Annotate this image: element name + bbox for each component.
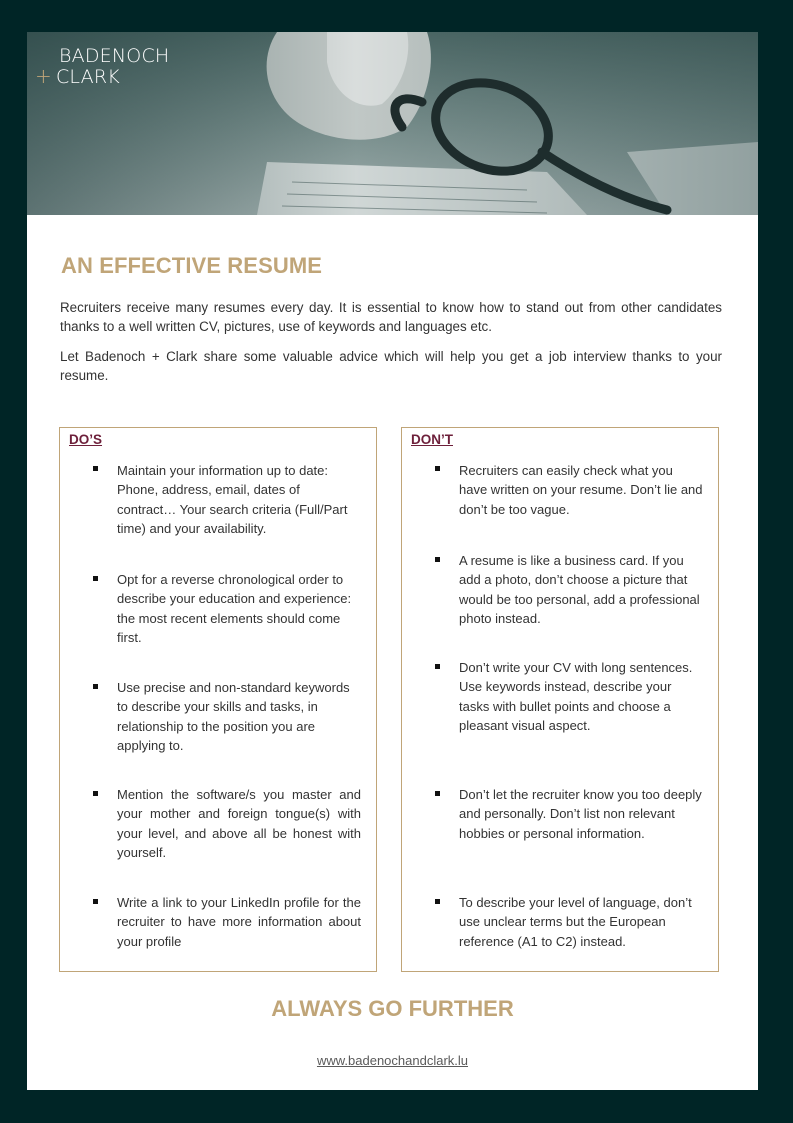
bullet-icon	[93, 466, 98, 471]
page-title: AN EFFECTIVE RESUME	[61, 253, 323, 278]
bullet-icon	[435, 791, 440, 796]
bullet-icon	[93, 899, 98, 904]
logo-plus: +	[35, 64, 52, 88]
logo-line-2-text: CLARK	[55, 66, 120, 88]
website-link[interactable]: www.badenochandclark.lu	[316, 1053, 469, 1068]
donts-box	[401, 427, 719, 972]
tagline: ALWAYS GO FURTHER	[271, 996, 514, 1021]
dos-item: Use precise and non-standard keywords to describe your skills and tasks, in relationship to the position you are applying to.	[117, 680, 350, 753]
dos-box	[59, 427, 377, 972]
bullet-icon	[435, 466, 440, 471]
dos-item: Write a link to your LinkedIn profile for the recruiter to have more information about your profile	[117, 895, 361, 949]
document-page	[27, 32, 758, 1090]
dos-item: Mention the software/s you master and your mother and foreign tongue(s) with your level, and above all be honest with yourself.	[117, 787, 361, 860]
bullet-icon	[435, 557, 440, 562]
bullet-icon	[435, 664, 440, 669]
bullet-icon	[93, 791, 98, 796]
header-photo	[27, 32, 758, 215]
donts-item: Don’t write your CV with long sentences. Use keywords instead, describe your tasks with bullet points and choose a pleasant visual aspect.	[459, 660, 693, 733]
dos-heading: DO’S	[69, 432, 103, 447]
dos-item: Opt for a reverse chronological order to describe your education and experience: the most recent elements should come first.	[117, 572, 352, 645]
bullet-icon	[93, 576, 98, 581]
intro-paragraph-2: Let Badenoch + Clark share some valuable advice which will help you get a job interview thanks to your resume.	[60, 349, 722, 383]
logo-line-2	[35, 66, 169, 87]
donts-item: To describe your level of language, don’t use unclear terms but the European reference (A1 to C2) instead.	[459, 895, 692, 949]
donts-item: A resume is like a business card. If you add a photo, don’t choose a picture that would be too personal, add a professional photo instead.	[459, 553, 700, 626]
logo-line-1: BADENOCH	[59, 45, 170, 67]
dos-item: Maintain your information up to date: Phone, address, email, dates of contract… Your search criteria (Full/Part time) and your availability.	[117, 463, 348, 536]
donts-heading: DON’T	[411, 432, 453, 447]
donts-item: Don’t let the recruiter know you too deeply and personally. Don’t list non relevant hobbies or personal information.	[459, 787, 702, 841]
company-logo	[35, 46, 169, 87]
intro-paragraph-1: Recruiters receive many resumes every day. It is essential to know how to stand out from other candidates thanks to a well written CV, pictures, use of keywords and languages etc.	[60, 300, 722, 334]
bullet-icon	[93, 684, 98, 689]
bullet-icon	[435, 899, 440, 904]
donts-item: Recruiters can easily check what you have written on your resume. Don’t lie and don’t be too vague.	[459, 463, 703, 517]
